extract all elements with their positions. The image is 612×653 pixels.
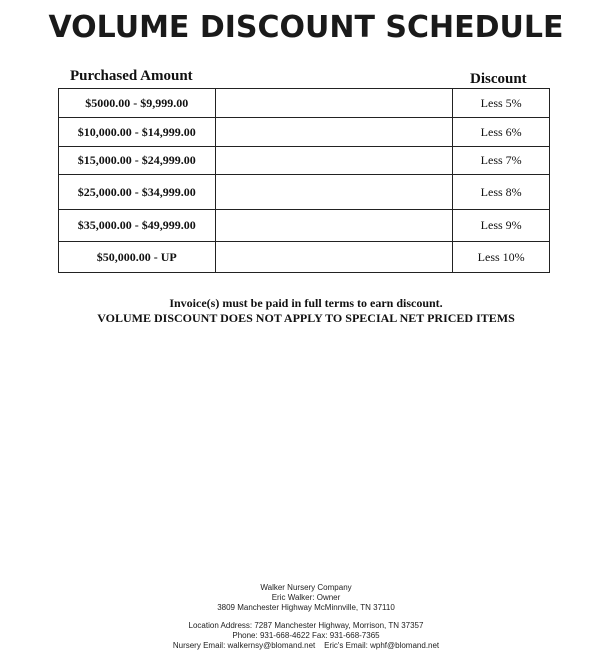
discount-cell: Less 10% <box>453 242 550 273</box>
mailing-address: 3809 Manchester Highway McMinnville, TN 37110 <box>217 603 395 612</box>
location-address: Location Address: 7287 Manchester Highway, Morrison, TN 37357 <box>188 621 424 630</box>
discount-schedule-table <box>58 88 550 273</box>
range-cell: $25,000.00 - $34,999.00 <box>59 175 216 210</box>
range-cell: $5000.00 - $9,999.00 <box>59 89 216 118</box>
discount-cell: Less 7% <box>453 147 550 175</box>
discount-header: Discount <box>470 71 527 87</box>
table-row <box>59 118 550 147</box>
blank-cell <box>215 242 453 273</box>
range-cell: $15,000.00 - $24,999.00 <box>59 147 216 175</box>
purchased-amount-header: Purchased Amount <box>70 68 193 84</box>
email-line: Nursery Email: walkernsy@blomand.net Eric's Email: wphf@blomand.net <box>172 641 440 650</box>
table-row <box>59 147 550 175</box>
blank-cell <box>215 147 453 175</box>
exclusion-note: VOLUME DISCOUNT DOES NOT APPLY TO SPECIAL NET PRICED ITEMS <box>97 311 515 325</box>
discount-cell: Less 5% <box>453 89 550 118</box>
terms-notes <box>0 296 612 326</box>
table-row <box>59 175 550 210</box>
blank-cell <box>215 175 453 210</box>
range-cell: $10,000.00 - $14,999.00 <box>59 118 216 147</box>
blank-cell <box>215 89 453 118</box>
discount-cell: Less 6% <box>453 118 550 147</box>
contact-block <box>0 621 612 651</box>
owner-line: Eric Walker: Owner <box>271 593 341 602</box>
page-title: VOLUME DISCOUNT SCHEDULE <box>48 10 564 45</box>
range-cell: $35,000.00 - $49,999.00 <box>59 210 216 242</box>
table-row <box>59 242 550 273</box>
blank-cell <box>215 210 453 242</box>
table-row <box>59 210 550 242</box>
discount-cell: Less 9% <box>453 210 550 242</box>
phone-fax-line: Phone: 931-668-4622 Fax: 931-668-7365 <box>232 631 380 640</box>
table-row <box>59 89 550 118</box>
company-name: Walker Nursery Company <box>260 583 352 592</box>
blank-cell <box>215 118 453 147</box>
company-block <box>0 583 612 613</box>
range-cell: $50,000.00 - UP <box>59 242 216 273</box>
discount-cell: Less 8% <box>453 175 550 210</box>
payment-terms-note: Invoice(s) must be paid in full terms to earn discount. <box>169 296 443 310</box>
